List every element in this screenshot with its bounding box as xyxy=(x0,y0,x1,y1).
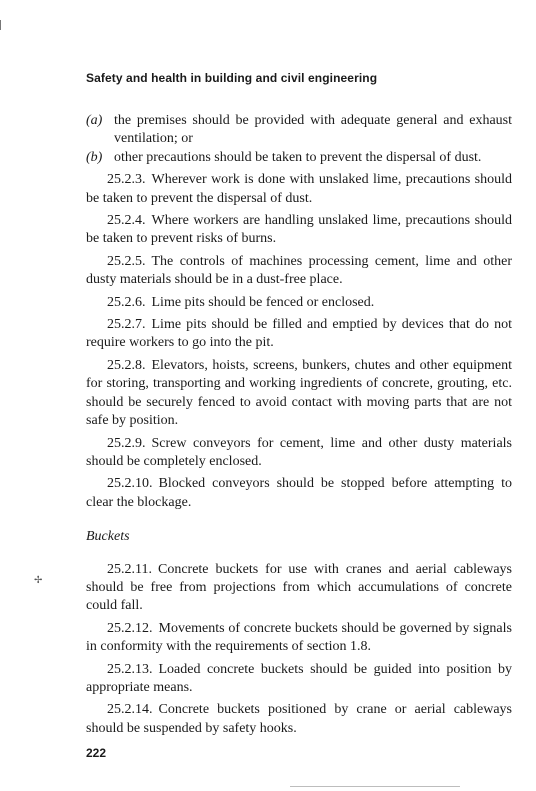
paragraph xyxy=(86,435,512,472)
paragraph-text: The controls of machines processing cement, lime and other dusty materials should be in a dust-free place. xyxy=(86,253,512,288)
paragraph xyxy=(86,561,512,616)
paragraph xyxy=(86,294,512,312)
paragraph-text: Elevators, hoists, screens, bunkers, chutes and other equipment for storing, transporting and working ingredients of concrete, grouting, etc. should be securely fenced to avoid contact with moving parts that are not safe by position. xyxy=(86,357,512,429)
paragraph-number: 25.2.12. xyxy=(107,620,153,636)
paragraph xyxy=(86,253,512,290)
paragraph xyxy=(86,171,512,208)
paragraph-number: 25.2.7. xyxy=(107,317,146,333)
paragraph-text: Concrete buckets positioned by crane or aerial cableways should be suspended by safety hooks. xyxy=(86,702,512,736)
section-subheading: Buckets xyxy=(86,529,130,545)
paragraph xyxy=(86,701,512,738)
list-item-label: (a) xyxy=(86,113,103,128)
paragraph-number: 25.2.14. xyxy=(107,702,153,718)
paragraph-number: 25.2.10. xyxy=(107,476,153,492)
paragraph-text: Where workers are handling unslaked lime, precautions should be taken to prevent risks of burns. xyxy=(86,213,512,247)
paragraph xyxy=(86,357,512,431)
list-item-text: the premises should be provided with adequate general and exhaust ventilation; or xyxy=(114,113,512,147)
paragraph-number: 25.2.4. xyxy=(107,213,146,229)
list-item xyxy=(86,149,512,167)
paragraph-text: Wherever work is done with unslaked lime, precautions should be taken to prevent the dispersal of dust. xyxy=(86,172,512,206)
paragraph-number: 25.2.5. xyxy=(107,253,146,269)
bottom-rule xyxy=(290,786,460,787)
list-item-text: other precautions should be taken to prevent the dispersal of dust. xyxy=(114,149,482,165)
paragraph-number: 25.2.8. xyxy=(107,357,146,373)
list-item xyxy=(86,112,512,149)
paragraph-text: Blocked conveyors should be stopped before attempting to clear the blockage. xyxy=(86,476,512,510)
paragraph-text: Loaded concrete buckets should be guided into position by appropriate means. xyxy=(86,661,512,695)
side-mark-icon: ✢ xyxy=(34,575,43,586)
page-header: Safety and health in building and civil engineering xyxy=(86,71,378,85)
paragraph-text: Concrete buckets for use with cranes and aerial cableways should be free from projections from which accumulations of concrete could fall. xyxy=(86,561,512,614)
paragraph xyxy=(86,475,512,512)
paragraph-number: 25.2.9. xyxy=(107,435,146,451)
left-margin-mark xyxy=(0,20,1,30)
paragraph-text: Lime pits should be filled and emptied by devices that do not require workers to go into the pit. xyxy=(86,317,512,351)
page-number: 222 xyxy=(86,746,107,760)
paragraph xyxy=(86,661,512,698)
paragraph xyxy=(86,316,512,353)
paragraph xyxy=(86,212,512,249)
paragraph-text: Screw conveyors for cement, lime and other dusty materials should be completely enclosed. xyxy=(86,435,512,469)
paragraph-text: Lime pits should be fenced or enclosed. xyxy=(151,294,375,310)
paragraph-number: 25.2.3. xyxy=(107,172,146,188)
paragraph-text: Movements of concrete buckets should be governed by signals in conformity with the requirements of section 1.8. xyxy=(86,620,512,655)
paragraph-number: 25.2.11. xyxy=(107,561,152,577)
page-content xyxy=(86,112,512,742)
paragraph xyxy=(86,620,512,657)
list-item-label: (b) xyxy=(86,149,103,165)
paragraph-number: 25.2.13. xyxy=(107,661,153,677)
paragraph-number: 25.2.6. xyxy=(107,294,146,310)
